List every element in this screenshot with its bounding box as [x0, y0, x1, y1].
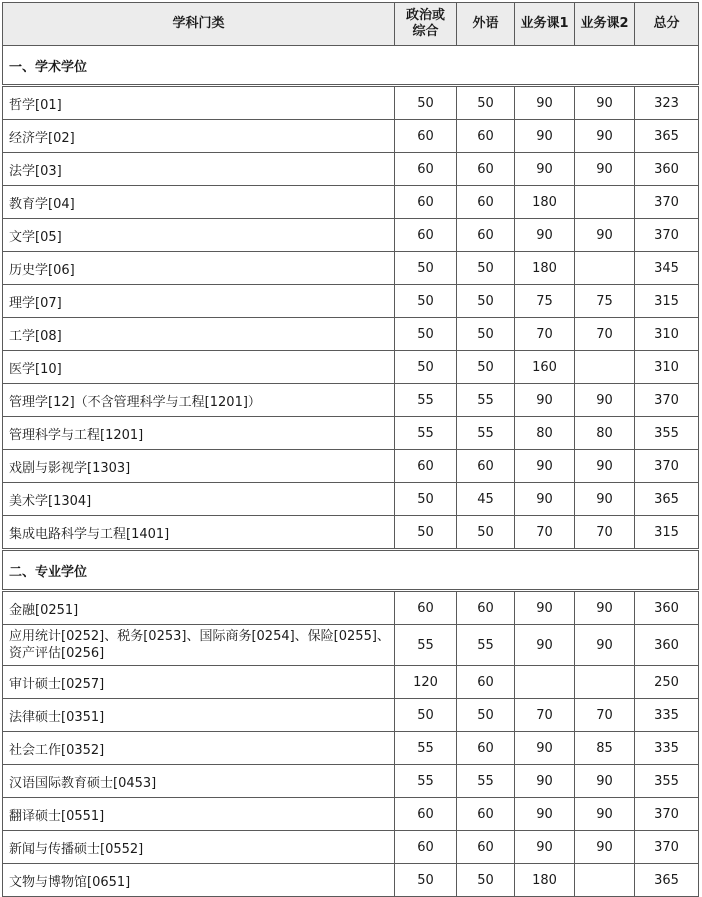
- cell-politics: 120: [395, 666, 457, 699]
- cell-politics: 55: [395, 765, 457, 798]
- cell-discipline: 戏剧与影视学[1303]: [3, 450, 395, 483]
- cell-course1: [515, 666, 575, 699]
- cell-course1: 70: [515, 699, 575, 732]
- cell-total: 360: [635, 625, 699, 666]
- cell-foreign: 60: [457, 120, 515, 153]
- cell-discipline: 翻译硕士[0551]: [3, 798, 395, 831]
- cell-discipline: 新闻与传播硕士[0552]: [3, 831, 395, 864]
- header-discipline: 学科门类: [3, 3, 395, 46]
- cell-discipline: 医学[10]: [3, 351, 395, 384]
- cell-discipline: 理学[07]: [3, 285, 395, 318]
- table-row: [3, 483, 699, 516]
- section-row: [3, 46, 699, 86]
- cell-course2: 80: [575, 417, 635, 450]
- header-politics-line2: 综合: [412, 24, 439, 39]
- cell-foreign: 60: [457, 591, 515, 625]
- cell-course1: 90: [515, 765, 575, 798]
- cell-course2: 90: [575, 86, 635, 120]
- cell-total: 365: [635, 864, 699, 897]
- cell-total: 315: [635, 516, 699, 550]
- cell-politics: 60: [395, 153, 457, 186]
- cell-politics: 50: [395, 252, 457, 285]
- cell-course2: 90: [575, 120, 635, 153]
- cell-foreign: 60: [457, 831, 515, 864]
- header-politics-line1: 政治或: [405, 8, 445, 23]
- cell-total: 335: [635, 699, 699, 732]
- cell-discipline: 文物与博物馆[0651]: [3, 864, 395, 897]
- cell-course2: 90: [575, 450, 635, 483]
- table-row: [3, 765, 699, 798]
- cell-politics: 55: [395, 732, 457, 765]
- table-row: [3, 252, 699, 285]
- cell-total: 323: [635, 86, 699, 120]
- cell-politics: 60: [395, 798, 457, 831]
- cell-discipline: 工学[08]: [3, 318, 395, 351]
- cell-discipline: 法学[03]: [3, 153, 395, 186]
- cell-discipline: 文学[05]: [3, 219, 395, 252]
- cell-course1: 90: [515, 831, 575, 864]
- cell-discipline: 管理学[12]（不含管理科学与工程[1201]）: [3, 384, 395, 417]
- cell-foreign: 50: [457, 318, 515, 351]
- cell-course2: 75: [575, 285, 635, 318]
- cell-course1: 75: [515, 285, 575, 318]
- table-row: [3, 625, 699, 666]
- cell-course1: 160: [515, 351, 575, 384]
- score-line-table: [2, 2, 699, 897]
- cell-course2: 90: [575, 625, 635, 666]
- table-row: [3, 186, 699, 219]
- cell-discipline: 哲学[01]: [3, 86, 395, 120]
- table-body: [3, 46, 699, 897]
- header-row: [3, 3, 699, 46]
- cell-total: 370: [635, 186, 699, 219]
- cell-politics: 50: [395, 483, 457, 516]
- cell-total: 310: [635, 318, 699, 351]
- cell-course1: 180: [515, 186, 575, 219]
- table-row: [3, 732, 699, 765]
- cell-discipline: 美术学[1304]: [3, 483, 395, 516]
- table-row: [3, 666, 699, 699]
- cell-discipline: 审计硕士[0257]: [3, 666, 395, 699]
- table-row: [3, 591, 699, 625]
- cell-total: 355: [635, 417, 699, 450]
- cell-course2: [575, 252, 635, 285]
- cell-politics: 50: [395, 318, 457, 351]
- cell-total: 370: [635, 450, 699, 483]
- cell-course1: 90: [515, 732, 575, 765]
- table-row: [3, 417, 699, 450]
- cell-course1: 180: [515, 252, 575, 285]
- cell-total: 315: [635, 285, 699, 318]
- cell-total: 365: [635, 483, 699, 516]
- cell-course1: 90: [515, 120, 575, 153]
- cell-total: 370: [635, 798, 699, 831]
- cell-politics: 50: [395, 699, 457, 732]
- cell-politics: 60: [395, 120, 457, 153]
- cell-total: 310: [635, 351, 699, 384]
- cell-politics: 50: [395, 864, 457, 897]
- cell-politics: 50: [395, 285, 457, 318]
- section-title: 二、专业学位: [3, 550, 699, 591]
- table-row: [3, 86, 699, 120]
- cell-course1: 90: [515, 798, 575, 831]
- cell-course1: 90: [515, 86, 575, 120]
- cell-foreign: 50: [457, 351, 515, 384]
- cell-discipline: 社会工作[0352]: [3, 732, 395, 765]
- cell-politics: 50: [395, 86, 457, 120]
- cell-discipline: 管理科学与工程[1201]: [3, 417, 395, 450]
- cell-course2: 70: [575, 516, 635, 550]
- header-total: 总分: [635, 3, 699, 46]
- header-politics: [395, 3, 457, 46]
- cell-total: 345: [635, 252, 699, 285]
- cell-discipline: 教育学[04]: [3, 186, 395, 219]
- cell-total: 250: [635, 666, 699, 699]
- cell-foreign: 60: [457, 666, 515, 699]
- cell-politics: 50: [395, 351, 457, 384]
- cell-foreign: 50: [457, 86, 515, 120]
- cell-course2: [575, 351, 635, 384]
- cell-foreign: 55: [457, 417, 515, 450]
- cell-course1: 90: [515, 591, 575, 625]
- cell-total: 370: [635, 384, 699, 417]
- cell-course2: 90: [575, 219, 635, 252]
- cell-foreign: 60: [457, 732, 515, 765]
- cell-course2: [575, 666, 635, 699]
- cell-course2: 90: [575, 591, 635, 625]
- cell-discipline: 集成电路科学与工程[1401]: [3, 516, 395, 550]
- cell-course1: 90: [515, 384, 575, 417]
- cell-course1: 90: [515, 153, 575, 186]
- cell-course1: 90: [515, 450, 575, 483]
- cell-foreign: 55: [457, 384, 515, 417]
- cell-course2: [575, 186, 635, 219]
- cell-total: 370: [635, 219, 699, 252]
- cell-course1: 90: [515, 625, 575, 666]
- cell-foreign: 60: [457, 450, 515, 483]
- cell-foreign: 60: [457, 186, 515, 219]
- header-course1: 业务课1: [515, 3, 575, 46]
- header-foreign-language: 外语: [457, 3, 515, 46]
- cell-politics: 60: [395, 219, 457, 252]
- cell-foreign: 55: [457, 765, 515, 798]
- table-row: [3, 516, 699, 550]
- cell-politics: 55: [395, 625, 457, 666]
- table-row: [3, 285, 699, 318]
- table-row: [3, 450, 699, 483]
- cell-course1: 90: [515, 219, 575, 252]
- cell-course2: 90: [575, 798, 635, 831]
- table-row: [3, 120, 699, 153]
- cell-politics: 55: [395, 417, 457, 450]
- cell-course2: 70: [575, 699, 635, 732]
- cell-course1: 70: [515, 318, 575, 351]
- cell-discipline: 法律硕士[0351]: [3, 699, 395, 732]
- table-row: [3, 219, 699, 252]
- cell-course2: 90: [575, 831, 635, 864]
- table-row: [3, 831, 699, 864]
- cell-foreign: 60: [457, 219, 515, 252]
- cell-foreign: 50: [457, 864, 515, 897]
- cell-total: 355: [635, 765, 699, 798]
- cell-foreign: 45: [457, 483, 515, 516]
- cell-course2: 90: [575, 483, 635, 516]
- cell-course2: 90: [575, 384, 635, 417]
- cell-course2: 70: [575, 318, 635, 351]
- cell-course2: 90: [575, 153, 635, 186]
- cell-foreign: 60: [457, 153, 515, 186]
- cell-course1: 70: [515, 516, 575, 550]
- cell-politics: 50: [395, 516, 457, 550]
- cell-total: 370: [635, 831, 699, 864]
- cell-foreign: 55: [457, 625, 515, 666]
- cell-foreign: 60: [457, 798, 515, 831]
- cell-course1: 80: [515, 417, 575, 450]
- cell-discipline: 经济学[02]: [3, 120, 395, 153]
- table-row: [3, 153, 699, 186]
- section-row: [3, 550, 699, 591]
- cell-foreign: 50: [457, 252, 515, 285]
- cell-discipline: 历史学[06]: [3, 252, 395, 285]
- cell-politics: 55: [395, 384, 457, 417]
- cell-foreign: 50: [457, 285, 515, 318]
- cell-course2: 90: [575, 765, 635, 798]
- cell-politics: 60: [395, 591, 457, 625]
- header-course2: 业务课2: [575, 3, 635, 46]
- table-row: [3, 798, 699, 831]
- table-row: [3, 351, 699, 384]
- cell-discipline: 汉语国际教育硕士[0453]: [3, 765, 395, 798]
- cell-course1: 180: [515, 864, 575, 897]
- cell-course1: 90: [515, 483, 575, 516]
- cell-course2: 85: [575, 732, 635, 765]
- cell-foreign: 50: [457, 516, 515, 550]
- table-row: [3, 318, 699, 351]
- cell-politics: 60: [395, 450, 457, 483]
- cell-politics: 60: [395, 186, 457, 219]
- table-row: [3, 384, 699, 417]
- table-row: [3, 699, 699, 732]
- cell-foreign: 50: [457, 699, 515, 732]
- cell-total: 335: [635, 732, 699, 765]
- cell-politics: 60: [395, 831, 457, 864]
- cell-discipline: 金融[0251]: [3, 591, 395, 625]
- cell-total: 360: [635, 591, 699, 625]
- cell-total: 360: [635, 153, 699, 186]
- cell-discipline: 应用统计[0252]、税务[0253]、国际商务[0254]、保险[0255]、资产评估[0256]: [3, 625, 395, 666]
- cell-total: 365: [635, 120, 699, 153]
- section-title: 一、学术学位: [3, 46, 699, 86]
